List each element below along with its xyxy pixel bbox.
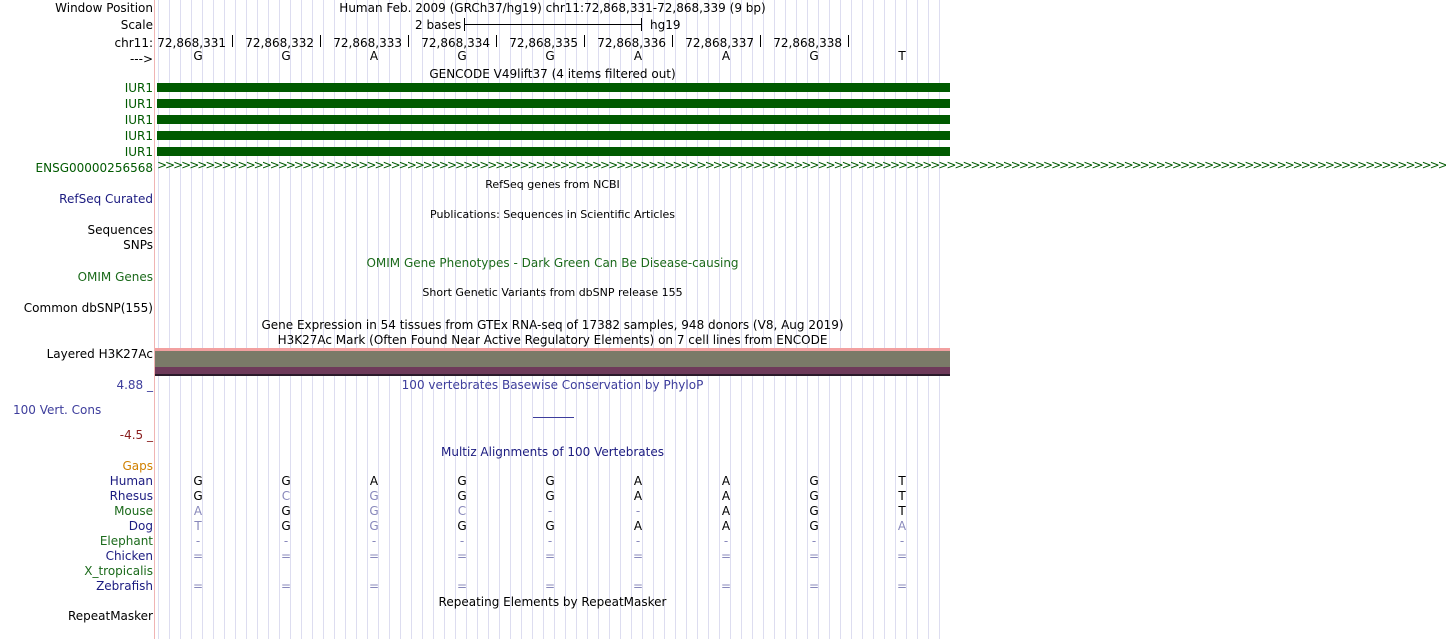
base-letter: G (545, 49, 555, 63)
base-letter: A (721, 49, 731, 63)
position-label: 72,868,337 (685, 36, 754, 50)
alignment-base: - (547, 534, 553, 548)
scale-assembly: hg19 (650, 18, 681, 32)
phylop-signal (533, 417, 574, 418)
ensg-label[interactable]: ENSG00000256568 (35, 161, 153, 175)
alignment-base: G (545, 519, 555, 533)
omim-track-title: OMIM Gene Phenotypes - Dark Green Can Be Disease-causing (366, 256, 739, 270)
snps-label[interactable]: SNPs (123, 238, 153, 252)
alignment-base: - (723, 534, 729, 548)
alignment-base: - (635, 504, 641, 518)
alignment-base: G (457, 519, 467, 533)
h3k27ac-base-line (155, 374, 950, 376)
alignment-base: - (547, 504, 553, 518)
alignment-base: = (544, 579, 556, 593)
alignment-base: - (371, 534, 377, 548)
species-label[interactable]: Mouse (114, 504, 153, 518)
alignment-base: G (545, 474, 555, 488)
alignment-base: A (193, 504, 203, 518)
species-label[interactable]: Human (109, 474, 153, 488)
alignment-base: = (280, 579, 292, 593)
position-label: 72,868,332 (245, 36, 314, 50)
base-letter: G (457, 49, 467, 63)
alignment-base: C (281, 489, 291, 503)
alignment-base: A (721, 489, 731, 503)
alignment-base: A (721, 519, 731, 533)
alignment-base: - (899, 534, 905, 548)
alignment-base: = (808, 549, 820, 563)
position-label: 72,868,336 (597, 36, 666, 50)
alignment-base: A (721, 504, 731, 518)
gencode-transcript-bar[interactable] (157, 99, 950, 108)
window-position-value: Human Feb. 2009 (GRCh37/hg19) chr11:72,868,331-72,868,339 (9 bp) (339, 1, 766, 15)
species-label[interactable]: Zebrafish (96, 579, 153, 593)
alignment-base: G (369, 489, 379, 503)
alignment-base: = (368, 579, 380, 593)
alignment-base: = (456, 549, 468, 563)
position-label: 72,868,335 (509, 36, 578, 50)
alignment-base: = (544, 549, 556, 563)
scale-bar (464, 24, 641, 25)
sequences-label[interactable]: Sequences (87, 223, 153, 237)
gencode-transcript-bar[interactable] (157, 147, 950, 156)
alignment-base: G (193, 489, 203, 503)
publications-track-title: Publications: Sequences in Scientific Articles (430, 208, 675, 221)
base-letter: A (369, 49, 379, 63)
base-letter: A (633, 49, 643, 63)
alignment-base: G (457, 474, 467, 488)
position-label: 72,868,333 (333, 36, 402, 50)
species-label[interactable]: Elephant (99, 534, 153, 548)
species-label[interactable]: Rhesus (109, 489, 153, 503)
alignment-base: = (192, 549, 204, 563)
alignment-base: G (193, 474, 203, 488)
alignment-base: G (809, 489, 819, 503)
alignment-base: C (457, 504, 467, 518)
alignment-base: A (633, 519, 643, 533)
alignment-base: = (896, 579, 908, 593)
position-label: 72,868,334 (421, 36, 490, 50)
alignment-base: G (281, 474, 291, 488)
alignment-base: G (281, 519, 291, 533)
alignment-base: G (809, 519, 819, 533)
refseq-label[interactable]: RefSeq Curated (59, 192, 153, 206)
gencode-item-label[interactable]: IUR1 (124, 113, 153, 127)
position-label: 72,868,338 (773, 36, 842, 50)
base-letter: T (898, 49, 906, 63)
alignment-base: = (280, 549, 292, 563)
species-label[interactable]: X_tropicalis (84, 564, 153, 578)
alignment-base: - (283, 534, 289, 548)
alignment-base: = (632, 579, 644, 593)
alignment-base: - (635, 534, 641, 548)
omim-label[interactable]: OMIM Genes (77, 270, 153, 284)
dbsnp-track-title: Short Genetic Variants from dbSNP release 155 (422, 286, 683, 299)
repeatmasker-label[interactable]: RepeatMasker (67, 609, 153, 623)
alignment-base: A (633, 489, 643, 503)
alignment-base: = (192, 579, 204, 593)
alignment-base: G (545, 489, 555, 503)
ensg-transcript-arrows[interactable]: >>>>>>>>>>>>>>>>>>>>>>>>>>>>>>>>>>>>>>>>>>>>>>>>>>>>>>>>>>>>>>>>>>>>>>>>>>>>>>>>>>>>>>>>>>>>>>>>>>>>>>>>>>>>>>>>>>>>>>>>>>>>>>>>>>>>>>>>>>>>>>>>>>>>>>>>>>>>>>>> (157, 158, 1446, 172)
gtex-track-title: Gene Expression in 54 tissues from GTEx RNA-seq of 17382 samples, 948 donors (V8, Aug 2019) (261, 318, 844, 332)
base-letter: G (809, 49, 819, 63)
species-label[interactable]: Chicken (105, 549, 153, 563)
alignment-base: G (369, 504, 379, 518)
h3k27ac-purple-layer (155, 367, 950, 374)
alignment-base: T (898, 489, 906, 503)
gencode-item-label[interactable]: IUR1 (124, 97, 153, 111)
gencode-track-title: GENCODE V49lift37 (4 items filtered out) (429, 67, 676, 81)
alignment-base: T (194, 519, 202, 533)
phylop-min-label: -4.5 _ (119, 428, 153, 442)
scale-value: 2 bases (415, 18, 462, 32)
window-position-label: Window Position (55, 1, 153, 15)
gencode-transcript-bar[interactable] (157, 83, 950, 92)
alignment-base: A (721, 474, 731, 488)
h3k27ac-label[interactable]: Layered H3K27Ac (46, 347, 153, 361)
position-label: 72,868,331 (157, 36, 226, 50)
strand-label: ---> (129, 52, 153, 66)
alignment-base: A (369, 474, 379, 488)
base-letter: G (193, 49, 203, 63)
alignment-base: = (720, 579, 732, 593)
h3k27ac-track-title: H3K27Ac Mark (Often Found Near Active Regulatory Elements) on 7 cell lines from ENCODE (277, 333, 828, 347)
gaps-label[interactable]: Gaps (122, 459, 153, 473)
scale-bar-right-cap (641, 18, 642, 31)
alignment-base: G (457, 489, 467, 503)
alignment-base: G (369, 519, 379, 533)
gencode-item-label[interactable]: IUR1 (124, 129, 153, 143)
alignment-base: - (195, 534, 201, 548)
multiz-track-title: Multiz Alignments of 100 Vertebrates (440, 445, 665, 459)
alignment-base: G (281, 504, 291, 518)
gencode-transcript-bar[interactable] (157, 131, 950, 140)
gencode-transcript-bar[interactable] (157, 115, 950, 124)
alignment-base: T (898, 504, 906, 518)
phylop-label[interactable]: 100 Vert. Cons (13, 403, 102, 417)
repeatmasker-track-title: Repeating Elements by RepeatMasker (438, 595, 667, 609)
phylop-track-title: 100 vertebrates Basewise Conservation by PhyloP (401, 378, 704, 392)
gencode-item-label[interactable]: IUR1 (124, 145, 153, 159)
alignment-base: - (811, 534, 817, 548)
alignment-base: - (459, 534, 465, 548)
h3k27ac-gray-layer (155, 351, 950, 367)
alignment-base: = (632, 549, 644, 563)
alignment-base: = (456, 579, 468, 593)
scale-label: Scale (120, 18, 153, 32)
alignment-base: G (809, 474, 819, 488)
refseq-track-title: RefSeq genes from NCBI (485, 178, 620, 191)
alignment-base: T (898, 474, 906, 488)
species-label[interactable]: Dog (128, 519, 153, 533)
alignment-base: = (896, 549, 908, 563)
phylop-max-label: 4.88 _ (116, 378, 153, 392)
position-tick (848, 35, 849, 47)
dbsnp-label[interactable]: Common dbSNP(155) (23, 301, 153, 315)
alignment-base: A (897, 519, 907, 533)
alignment-base: = (808, 579, 820, 593)
gencode-item-label[interactable]: IUR1 (124, 81, 153, 95)
alignment-base: A (633, 474, 643, 488)
base-letter: G (281, 49, 291, 63)
chrom-label: chr11: (114, 36, 153, 50)
alignment-base: G (809, 504, 819, 518)
alignment-base: = (368, 549, 380, 563)
alignment-base: = (720, 549, 732, 563)
